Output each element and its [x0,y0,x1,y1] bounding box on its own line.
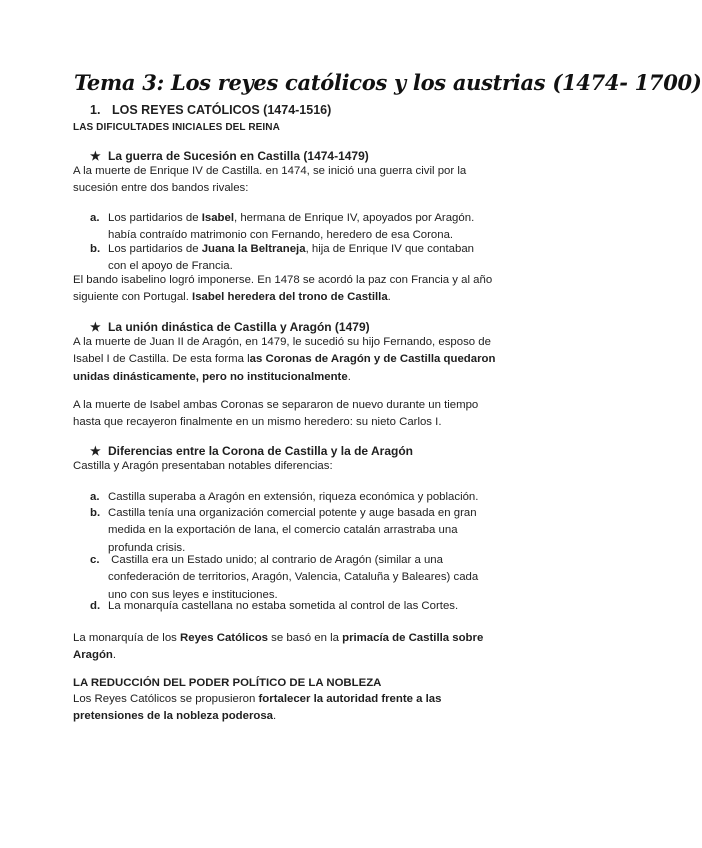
list-item [90,241,530,276]
heading-text: La guerra de Sucesión en Castilla (1474-1479) [108,149,369,163]
list-text: Los partidarios de Juana la Beltraneja, hija de Enrique IV que contaban con el apoyo de Francia. [108,243,475,273]
page-title: Tema 3: Los reyes católicos y los austrias (1474- 1700) [74,70,702,95]
section-heading [90,103,331,117]
bullet-heading-union [90,320,370,334]
section-title: LOS REYES CATÓLICOS (1474-1516) [112,103,332,117]
heading-text: La unión dinástica de Castilla y Aragón (1479) [108,320,370,334]
star-icon: ★ [90,320,101,334]
section-number: 1. [90,103,101,117]
list-label: d. [90,600,101,612]
paragraph: Los Reyes Católicos se propusieron fortalecer la autoridad frente a las pretensiones de la nobleza poderosa. [73,693,442,723]
list-text: Los partidarios de Isabel, hermana de Enrique IV, apoyados por Aragón. había contraído matrimonio con Fernando, heredero de esa Corona. [108,212,475,242]
section-heading-nobleza: LA REDUCCIÓN DEL PODER POLÍTICO DE LA NOBLEZA [73,677,382,689]
list-item [90,552,530,604]
star-icon: ★ [90,149,101,163]
star-icon: ★ [90,444,101,458]
list-item [90,505,530,557]
paragraph: La monarquía de los Reyes Católicos se basó en la primacía de Castilla sobre Aragón. [73,632,484,662]
subheading: LAS DIFICULTADES INICIALES DEL REINA [73,122,280,133]
paragraph: A la muerte de Isabel ambas Coronas se separaron de nuevo durante un tiempo hasta que recayeron finalmente en un mismo heredero: su nieto Carlos I. [73,399,479,429]
paragraph: A la muerte de Juan II de Aragón, en 1479, le sucedió su hijo Fernando, esposo de Isabel I de Castilla. De esta forma las Coronas de Aragón y de Castilla quedaron unidas dinásticamente, pero no institucionalmente. [73,336,496,383]
text-line: sucesión entre dos bandos rivales: [73,182,249,195]
list-label: c. [90,554,100,566]
bullet-heading-diferencias [90,444,413,458]
list-text: Castilla era un Estado unido; al contrario de Aragón (similar a una confederación de territorios, Aragón, Valencia, Cataluña y Baleares) cada uno con sus leyes e instituciones. [108,554,479,601]
list-label: a. [90,212,100,224]
list-label: b. [90,507,101,519]
list-label: a. [90,491,100,503]
list-text: Castilla superaba a Aragón en extensión, riqueza económica y población. [108,491,479,503]
paragraph: Castilla y Aragón presentaban notables diferencias: [73,460,333,472]
list-item [90,210,530,245]
list-item [90,598,530,615]
text-line: A la muerte de Enrique IV de Castilla. en 1474, se inició una guerra civil por la [73,165,467,177]
heading-text: Diferencias entre la Corona de Castilla y la de Aragón [108,444,413,458]
paragraph [73,163,533,198]
list-item [90,489,530,506]
list-text: Castilla tenía una organización comercial potente y auge basada en gran medida en la exportación de lana, el comercio catalán arrastraba una profunda crisis. [108,507,477,554]
paragraph: El bando isabelino logró imponerse. En 1478 se acordó la paz con Francia y al año siguiente con Portugal. Isabel heredera del trono de Castilla. [73,274,493,304]
list-text: La monarquía castellana no estaba sometida al control de las Cortes. [108,600,459,612]
list-label: b. [90,243,101,255]
bullet-heading-guerra [90,149,369,163]
